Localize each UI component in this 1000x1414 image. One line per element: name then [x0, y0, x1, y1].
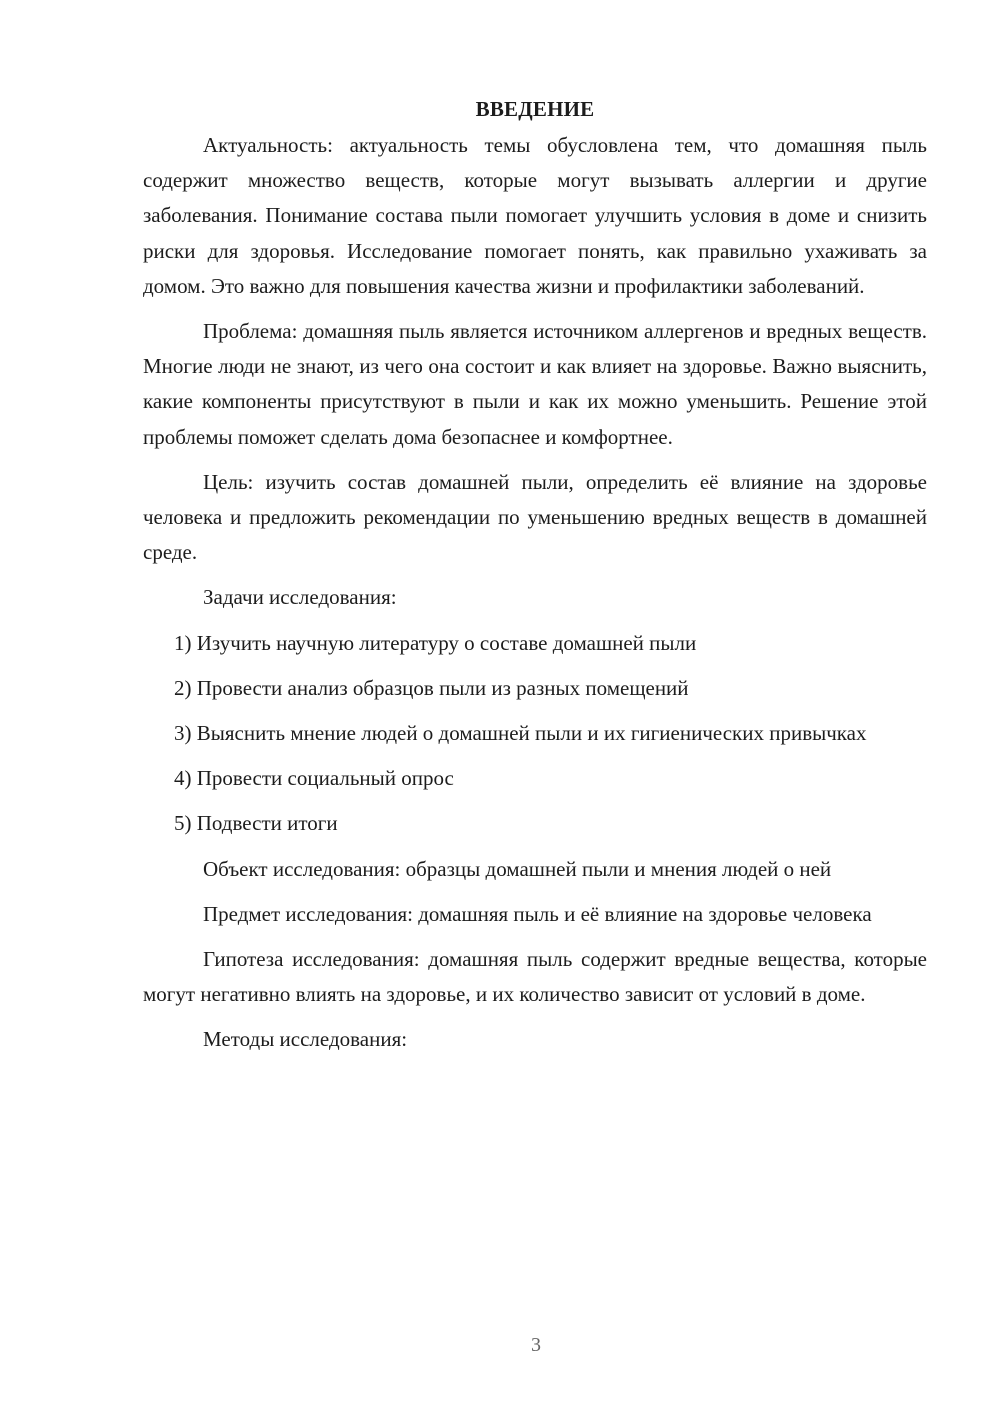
task-item-2: 2) Провести анализ образцов пыли из разных помещений	[174, 675, 689, 700]
paragraph-tasks-heading: Задачи исследования:	[203, 585, 397, 610]
paragraph-subject: Предмет исследования: домашняя пыль и её влияние на здоровье человека	[203, 901, 872, 926]
page-number: 3	[531, 1334, 541, 1356]
document-page	[143, 92, 927, 1068]
paragraph-problem: Проблема: домашняя пыль является источником аллергенов и вредных веществ. Многие люди не знают, из чего она состоит и как влияет на здоровье. Важно выяснить, какие компоненты присутствуют в пыли и как их можно уменьшить. Решение этой проблемы поможет сделать дома безопаснее и комфортнее.	[143, 319, 927, 449]
task-item-1: 1) Изучить научную литературу о составе домашней пыли	[174, 630, 697, 655]
paragraph-methods: Методы исследования:	[203, 1027, 408, 1052]
paragraph-relevance: Актуальность: актуальность темы обусловлена тем, что домашняя пыль содержит множество веществ, которые могут вызывать аллергии и другие заболевания. Понимание состава пыли помогает улучшить условия в доме и снизить риски для здоровья. Исследование помогает понять, как правильно ухаживать за домом. Это важно для повышения качества жизни и профилактики заболеваний.	[143, 133, 927, 298]
paragraph-object: Объект исследования: образцы домашней пыли и мнения людей о ней	[203, 856, 832, 881]
paragraph-goal: Цель: изучить состав домашней пыли, определить её влияние на здоровье человека и предложить рекомендации по уменьшению вредных веществ в домашней среде.	[143, 469, 927, 565]
page-title: ВВЕДЕНИЕ	[475, 97, 595, 121]
paragraph-hypothesis: Гипотеза исследования: домашняя пыль содержит вредные вещества, которые могут негативно влиять на здоровье, и их количество зависит от условий в доме.	[143, 947, 927, 1007]
task-item-4: 4) Провести социальный опрос	[174, 766, 454, 791]
task-item-3: 3) Выяснить мнение людей о домашней пыли и их гигиенических привычках	[174, 721, 867, 746]
task-item-5: 5) Подвести итоги	[174, 811, 338, 836]
